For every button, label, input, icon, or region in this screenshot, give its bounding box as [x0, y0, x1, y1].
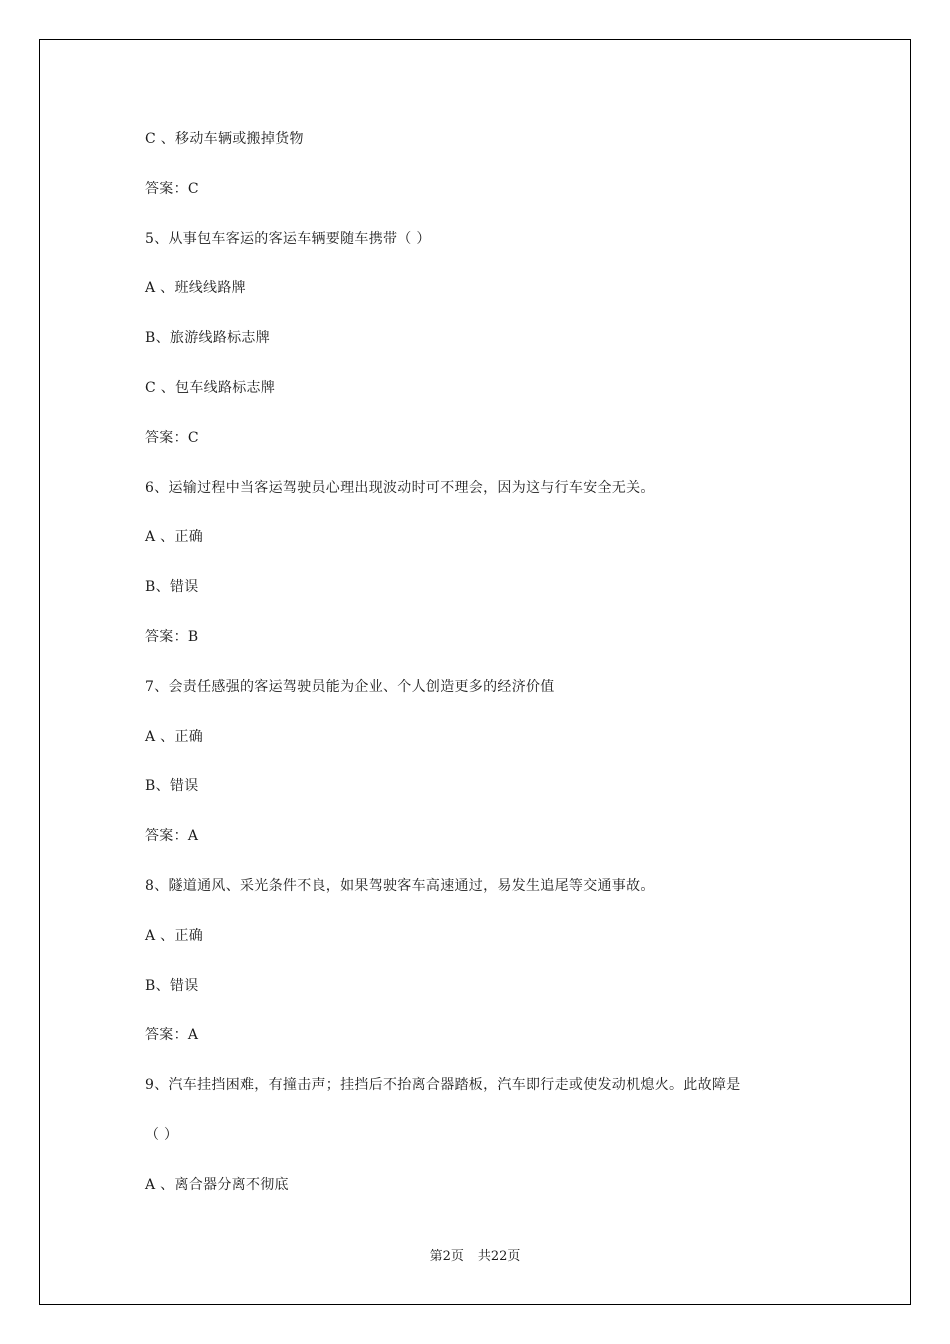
- page-total: 共22页: [477, 1249, 521, 1264]
- answer: 答案：A: [145, 1027, 199, 1044]
- question-9: 9、汽车挂挡困难，有撞击声；挂挡后不抬离合器踏板，汽车即行走或使发动机熄火。此故障是: [145, 1077, 741, 1094]
- option-b: B、旅游线路标志牌: [145, 330, 270, 347]
- document-body: [145, 127, 825, 1223]
- question-9-continued: （ ）: [145, 1126, 179, 1143]
- page-number: 第2页: [429, 1249, 464, 1264]
- answer: 答案：C: [145, 180, 199, 197]
- option-a: A 、离合器分离不彻底: [145, 1176, 289, 1193]
- option-a: A 、正确: [145, 529, 204, 546]
- option-b: B、错误: [145, 778, 199, 795]
- option-c: C 、包车线路标志牌: [145, 379, 276, 396]
- option-c: C 、移动车辆或搬掉货物: [145, 131, 304, 147]
- question-7: 7、会责任感强的客运驾驶员能为企业、个人创造更多的经济价值: [145, 678, 555, 695]
- option-a: A 、正确: [145, 728, 204, 745]
- answer: 答案：C: [145, 429, 199, 446]
- option-a: A 、班线线路牌: [145, 280, 246, 297]
- question-5: 5、从事包车客运的客运车辆要随车携带（ ）: [145, 230, 431, 247]
- answer: 答案：A: [145, 828, 199, 845]
- question-8: 8、隧道通风、采光条件不良，如果驾驶客车高速通过，易发生追尾等交通事故。: [145, 877, 655, 894]
- option-b: B、错误: [145, 579, 199, 596]
- question-6: 6、运输过程中当客运驾驶员心理出现波动时可不理会，因为这与行车安全无关。: [145, 479, 655, 496]
- option-a: A 、正确: [145, 927, 204, 944]
- answer: 答案：B: [145, 628, 199, 645]
- page-footer: [0, 1249, 950, 1265]
- option-b: B、错误: [145, 977, 199, 994]
